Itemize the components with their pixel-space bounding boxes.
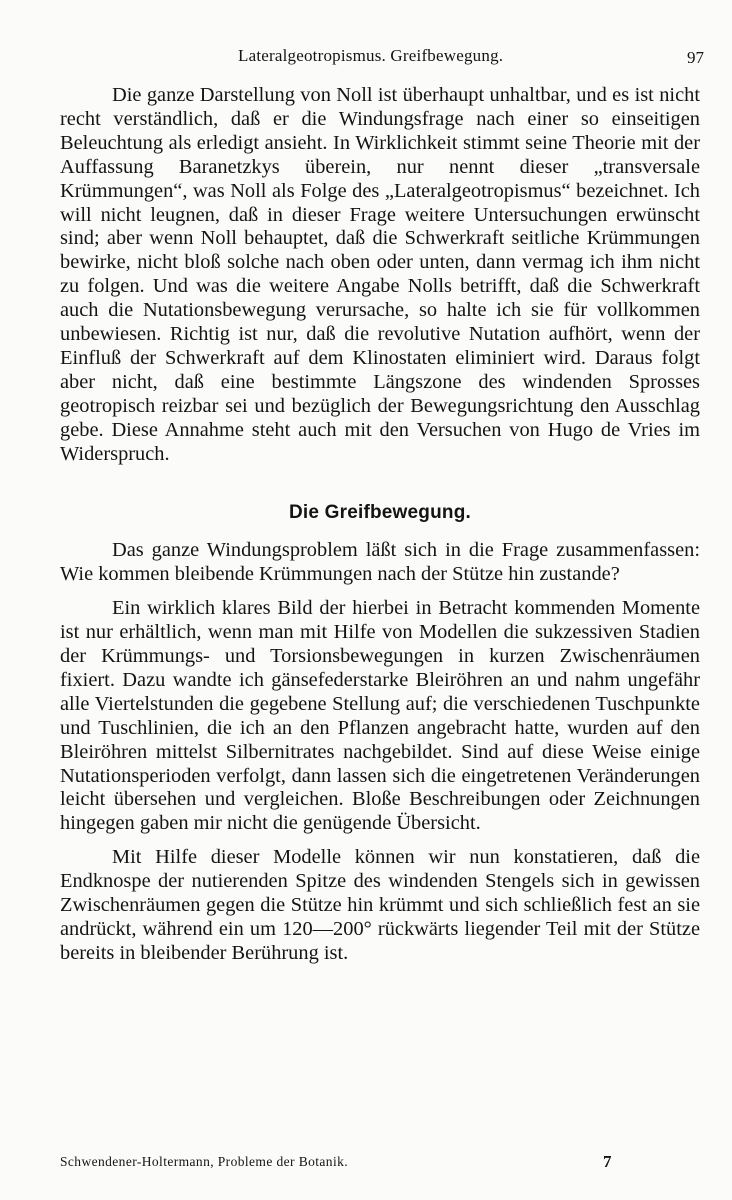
section-heading: Die Greifbewegung. — [288, 501, 471, 523]
page-number: 97 — [687, 48, 704, 67]
running-head-title: Lateralgeotropismus. Greifbewegung. — [238, 46, 504, 65]
running-head — [0, 46, 732, 72]
paragraph-windungsproblem: Das ganze Windungsproblem läßt sich in die Frage zusammenfassen: Wie kommen bleibende Krümmungen nach der Stütze hin zustande? — [60, 539, 700, 586]
paragraph-endknospe: Mit Hilfe dieser Modelle können wir nun konstatieren, daß die Endknospe der nutierenden Spitze des windenden Stengels sich in gewissen Zwischenräumen gegen die Stütze hin krümmt und sich schließlich fest an sie andrückt, während ein um 120—200° rückwärts liegender Teil mit der Stütze bereits in bleibender Berührung ist. — [60, 846, 700, 964]
paragraph-noll-critique: Die ganze Darstellung von Noll ist überhaupt unhaltbar, und es ist nicht recht verständlich, daß er die Windungsfrage nach einer so einseitigen Beleuchtung als erledigt ansieht. In Wirklichkeit stimmt seine Theorie mit der Auffassung Baranetzkys überein, nur nennt dieser „transversale Krümmungen“, was Noll als Folge des „Lateralgeotropismus“ bezeichnet. Ich will nicht leugnen, daß in dieser Frage weitere Untersuchungen erwünscht sind; aber wenn Noll behauptet, daß die Schwerkraft seitliche Krümmungen bewirke, nicht bloß solche nach oben oder unten, dann vermag ich ihm nicht zu folgen. Und was die weitere Angabe Nolls betrifft, daß die Schwerkraft auch die Nutationsbewegung verursache, so halte ich sie für vollkommen unbewiesen. Richtig ist nur, daß die revolutive Nutation aufhört, wenn der Einfluß der Schwerkraft auf dem Klinostaten eliminiert wird. Daraus folgt aber nicht, daß eine bestimmte Längszone des windenden Sprosses geotropisch reizbar sei und bezüglich der Bewegungsrichtung den Ausschlag gebe. Diese Annahme steht auch mit den Versuchen von Hugo de Vries im Widerspruch. — [60, 84, 700, 465]
page-footer — [0, 1154, 732, 1176]
printer-signature: Schwendener-Holtermann, Probleme der Botanik. — [60, 1154, 349, 1169]
sheet-number: 7 — [603, 1152, 612, 1171]
paragraph-modelle: Ein wirklich klares Bild der hierbei in Betracht kommenden Momente ist nur erhältlich, wenn man mit Hilfe von Modellen die sukzessiven Stadien der Krümmungs- und Torsionsbewegungen in kurzen Zwischenräumen fixiert. Dazu wandte ich gänsefederstarke Bleiröhren an und nahm ungefähr alle Viertelstunden die gegebene Stellung auf; die verschiedenen Tuschpunkte und Tuschlinien, die ich an den Pflanzen angebracht hatte, wurden auf den Bleiröhren mittelst Silbernitrates nachgebildet. Sind auf diese Weise einige Nutationsperioden verfolgt, dann lassen sich die eingetretenen Veränderungen leicht übersehen und vergleichen. Bloße Beschreibungen oder Zeichnungen hingegen gaben mir nicht die genügende Übersicht. — [60, 597, 700, 835]
body-text — [60, 84, 700, 966]
